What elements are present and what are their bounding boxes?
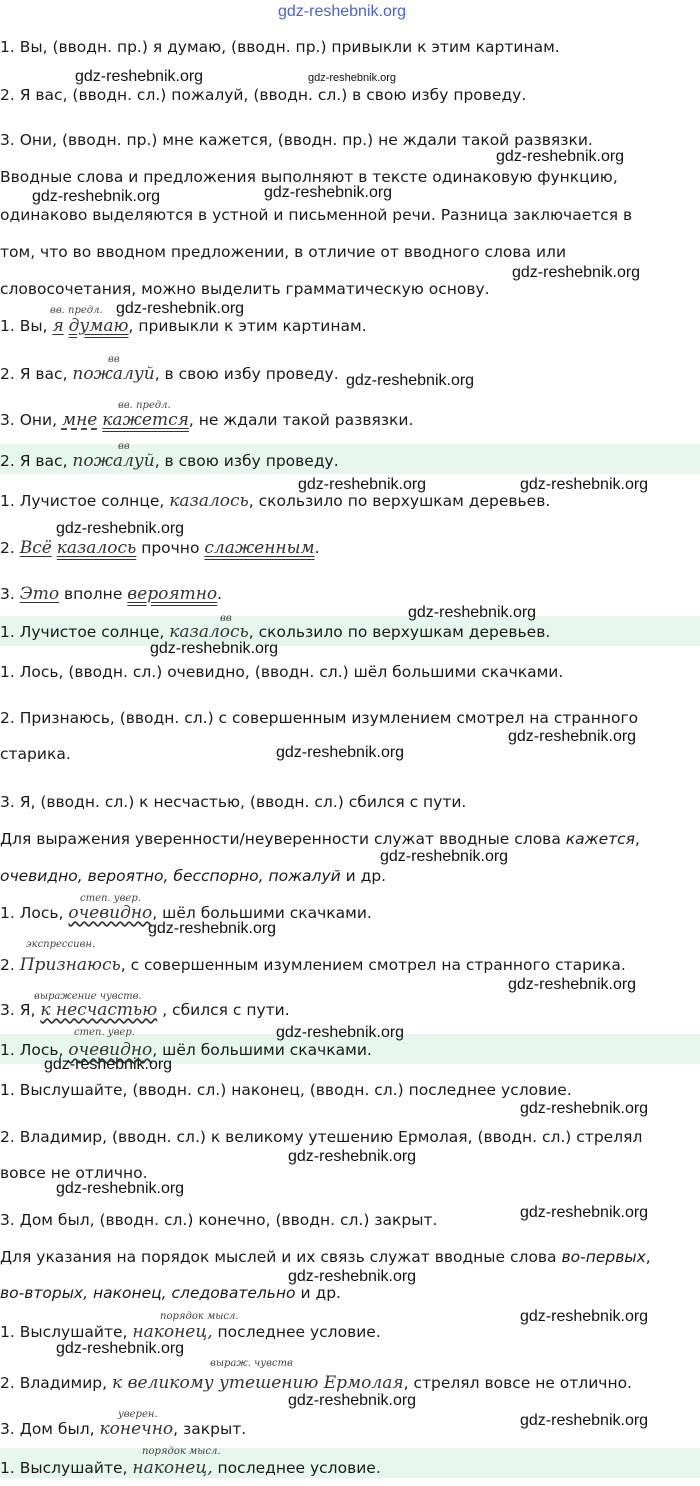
watermark: gdz-reshebnik.org [56, 520, 185, 537]
analysis-line [0, 1419, 700, 1439]
analysis-line [0, 584, 700, 604]
watermark: gdz-reshebnik.org [520, 1308, 649, 1325]
line-text: 1. Вы, [0, 317, 53, 335]
watermark: gdz-reshebnik.org [75, 68, 204, 85]
analysis-line [0, 903, 700, 923]
sentence-line: 2. Владимир, (вводн. сл.) к великому утешению Ермолая, (вводн. сл.) стрелял [0, 1128, 643, 1146]
adverbial-word: к несчастью [40, 1000, 158, 1020]
analysis-line [0, 491, 700, 511]
line-text: и др. [295, 1284, 341, 1302]
watermark: gdz-reshebnik.org [508, 728, 637, 745]
sentence-line: вовсе не отлично. [0, 1164, 148, 1182]
watermark: gdz-reshebnik.org [264, 184, 393, 201]
watermark: gdz-reshebnik.org [408, 604, 537, 621]
predicate-word: думаю [68, 316, 129, 336]
sentence-line: 3. Дом был, (вводн. сл.) конечно, (вводн. сл.) закрыт. [0, 1211, 438, 1229]
line-text: , скользило по верхушкам деревьев. [248, 623, 551, 641]
line-text: Для указания на порядок мыслей и их связь служат вводные слова [0, 1248, 562, 1266]
line-text: Для выражения уверенности/неуверенности служат вводные слова [0, 830, 566, 848]
watermark: gdz-reshebnik.org [520, 1204, 649, 1221]
paragraph-line: том, что во вводном предложении, в отличие от вводного слова или [0, 243, 567, 261]
line-text: , привыкли к этим картинам. [128, 317, 367, 335]
line-text: 1. Выслушайте, [0, 1459, 133, 1477]
analysis-line-highlight [0, 622, 700, 642]
annotation: вв [118, 441, 130, 452]
annotation: вв [220, 613, 232, 624]
line-text: 1. Выслушайте, [0, 1323, 133, 1341]
analysis-line [0, 1322, 700, 1342]
paragraph-line [0, 1247, 700, 1267]
analysis-line [0, 364, 700, 384]
watermark: gdz-reshebnik.org [116, 300, 245, 317]
line-text: 1. Лось, [0, 904, 69, 922]
line-text: 2. Я вас, [0, 452, 73, 470]
watermark: gdz-reshebnik.org [380, 848, 509, 865]
sentence-line: 2. Признаюсь, (вводн. сл.) с совершенным изумлением смотрел на странного [0, 709, 639, 727]
line-text: вполне [59, 585, 128, 603]
line-text: , в свою избу проведу. [154, 452, 339, 470]
line-text: , [645, 1248, 651, 1266]
annotation: вв. предл. [118, 400, 171, 411]
watermark: gdz-reshebnik.org [56, 1340, 185, 1357]
analysis-line-highlight [0, 1040, 700, 1060]
line-text: 2. Владимир, [0, 1374, 113, 1392]
subject-word: я [52, 316, 64, 336]
watermark: gdz-reshebnik.org [298, 476, 427, 493]
annotation: выражение чувств. [34, 991, 142, 1002]
annotation: вв. предл. [50, 305, 103, 316]
annotation: степ. увер. [80, 893, 141, 904]
watermark: gdz-reshebnik.org [496, 148, 625, 165]
subject-word: Всё [19, 538, 52, 558]
line-text: последнее условие. [212, 1323, 381, 1341]
intro-word: казалось [169, 491, 249, 511]
sentence-line: 3. Они, (вводн. пр.) мне кажется, (вводн. пр.) не ждали такой развязки. [0, 131, 593, 149]
line-text: 3. Дом был, [0, 1420, 100, 1438]
sentence-line: 3. Я, (вводн. сл.) к несчастью, (вводн. сл.) сбился с пути. [0, 793, 467, 811]
analysis-line-highlight [0, 1458, 700, 1478]
sentence-line: старика. [0, 745, 71, 763]
watermark: gdz-reshebnik.org [32, 188, 161, 205]
line-text: . [217, 585, 223, 603]
paragraph-line [0, 829, 700, 849]
predicate-word: слаженным [204, 538, 315, 558]
line-text: 1. Лучистое солнце, [0, 623, 170, 641]
annotation: экспрессивн. [26, 939, 96, 950]
intro-word: наконец, [132, 1458, 213, 1478]
italic-text: во-первых [561, 1248, 646, 1266]
analysis-line [0, 955, 700, 975]
line-text: 1. Лось, [0, 1041, 69, 1059]
italic-text: во-вторых, наконец, следовательно [0, 1284, 296, 1302]
paragraph-line [0, 866, 700, 886]
intro-word: пожалуй [72, 364, 155, 384]
annotation: выраж. чувств [210, 1358, 293, 1369]
intro-word: казалось [169, 622, 249, 642]
analysis-line [0, 316, 700, 336]
sentence-line: 1. Выслушайте, (вводн. сл.) наконец, (вводн. сл.) последнее условие. [0, 1081, 572, 1099]
watermark: gdz-reshebnik.org [148, 920, 277, 937]
paragraph-line: Вводные слова и предложения выполняют в тексте одинаковую функцию, [0, 168, 618, 186]
line-text: 3. [0, 585, 20, 603]
line-text: , не ждали такой развязки. [188, 411, 414, 429]
line-text: , скользило по верхушкам деревьев. [248, 492, 551, 510]
adverbial-word: очевидно [68, 1040, 153, 1060]
watermark: gdz-reshebnik.org [520, 1412, 649, 1429]
subject-word: мне [61, 410, 98, 430]
predicate-word: казалось [56, 538, 137, 558]
line-text: , с совершенным изумлением смотрел на странного старика. [120, 956, 626, 974]
annotation: порядок мысл. [160, 1311, 239, 1322]
intro-word: наконец, [132, 1322, 213, 1342]
analysis-line [0, 1000, 700, 1020]
annotation: порядок мысл. [142, 1446, 221, 1457]
watermark: gdz-reshebnik.org [150, 640, 279, 657]
adverbial-word: очевидно [68, 903, 153, 923]
line-text: 3. Я, [0, 1001, 41, 1019]
subject-word: Это [19, 584, 60, 604]
line-text: 2. Я вас, [0, 365, 73, 383]
watermark: gdz-reshebnik.org [288, 1148, 417, 1165]
paragraph-line [0, 1283, 700, 1303]
watermark: gdz-reshebnik.org [346, 372, 475, 389]
italic-text: очевидно, вероятно, бесспорно, пожалуй [0, 867, 341, 885]
watermark: gdz-reshebnik.org [276, 1024, 405, 1041]
analysis-line [0, 1373, 700, 1393]
line-text: 3. Они, [0, 411, 62, 429]
line-text: 2. [0, 539, 20, 557]
watermark: gdz-reshebnik.org [508, 976, 637, 993]
analysis-line [0, 538, 700, 558]
line-text: , [635, 830, 640, 848]
watermark: gdz-reshebnik.org [56, 1180, 185, 1197]
line-text: 2. [0, 956, 20, 974]
intro-word: пожалуй [72, 451, 155, 471]
watermark: gdz-reshebnik.org [276, 744, 405, 761]
line-text: , стрелял вовсе не отлично. [403, 1374, 632, 1392]
line-text: , шёл большими скачками. [152, 904, 372, 922]
predicate-word: кажется [102, 410, 189, 430]
annotation: вв [108, 354, 120, 365]
italic-text: кажется [565, 830, 635, 848]
watermark: gdz-reshebnik.org [512, 264, 641, 281]
watermark: gdz-reshebnik.org [308, 72, 397, 84]
sentence-line: 1. Лось, (вводн. сл.) очевидно, (вводн. сл.) шёл большими скачками. [0, 663, 564, 681]
intro-word: конечно [99, 1419, 174, 1439]
line-text: , сбился с пути. [157, 1001, 290, 1019]
watermark: gdz-reshebnik.org [520, 1100, 649, 1117]
analysis-line-highlight [0, 451, 700, 471]
line-text: , шёл большими скачками. [152, 1041, 372, 1059]
intro-word: к великому утешению Ермолая [112, 1373, 404, 1393]
paragraph-line: одинаково выделяются в устной и письменной речи. Разница заключается в [0, 206, 633, 224]
line-text: последнее условие. [212, 1459, 381, 1477]
paragraph-line: словосочетания, можно выделить грамматическую основу. [0, 280, 490, 298]
line-text: и др. [340, 867, 387, 885]
line-text: 1. Лучистое солнце, [0, 492, 170, 510]
line-text: . [314, 539, 320, 557]
sentence-line: 2. Я вас, (вводн. сл.) пожалуй, (вводн. сл.) в свою избу проведу. [0, 86, 527, 104]
watermark-top: gdz-reshebnik.org [278, 3, 407, 20]
intro-word: Признаюсь [19, 955, 121, 975]
line-text: , закрыт. [173, 1420, 247, 1438]
watermark: gdz-reshebnik.org [288, 1392, 417, 1409]
annotation: уверен. [118, 1409, 158, 1420]
predicate-word: вероятно [127, 584, 218, 604]
sentence-line: 1. Вы, (вводн. пр.) я думаю, (вводн. пр.) привыкли к этим картинам. [0, 38, 560, 56]
line-text: , в свою избу проведу. [154, 365, 339, 383]
analysis-line [0, 410, 700, 430]
watermark: gdz-reshebnik.org [520, 476, 649, 493]
annotation: степ. увер. [74, 1027, 135, 1038]
watermark: gdz-reshebnik.org [44, 1056, 173, 1073]
line-text: прочно [136, 539, 205, 557]
watermark: gdz-reshebnik.org [288, 1268, 417, 1285]
